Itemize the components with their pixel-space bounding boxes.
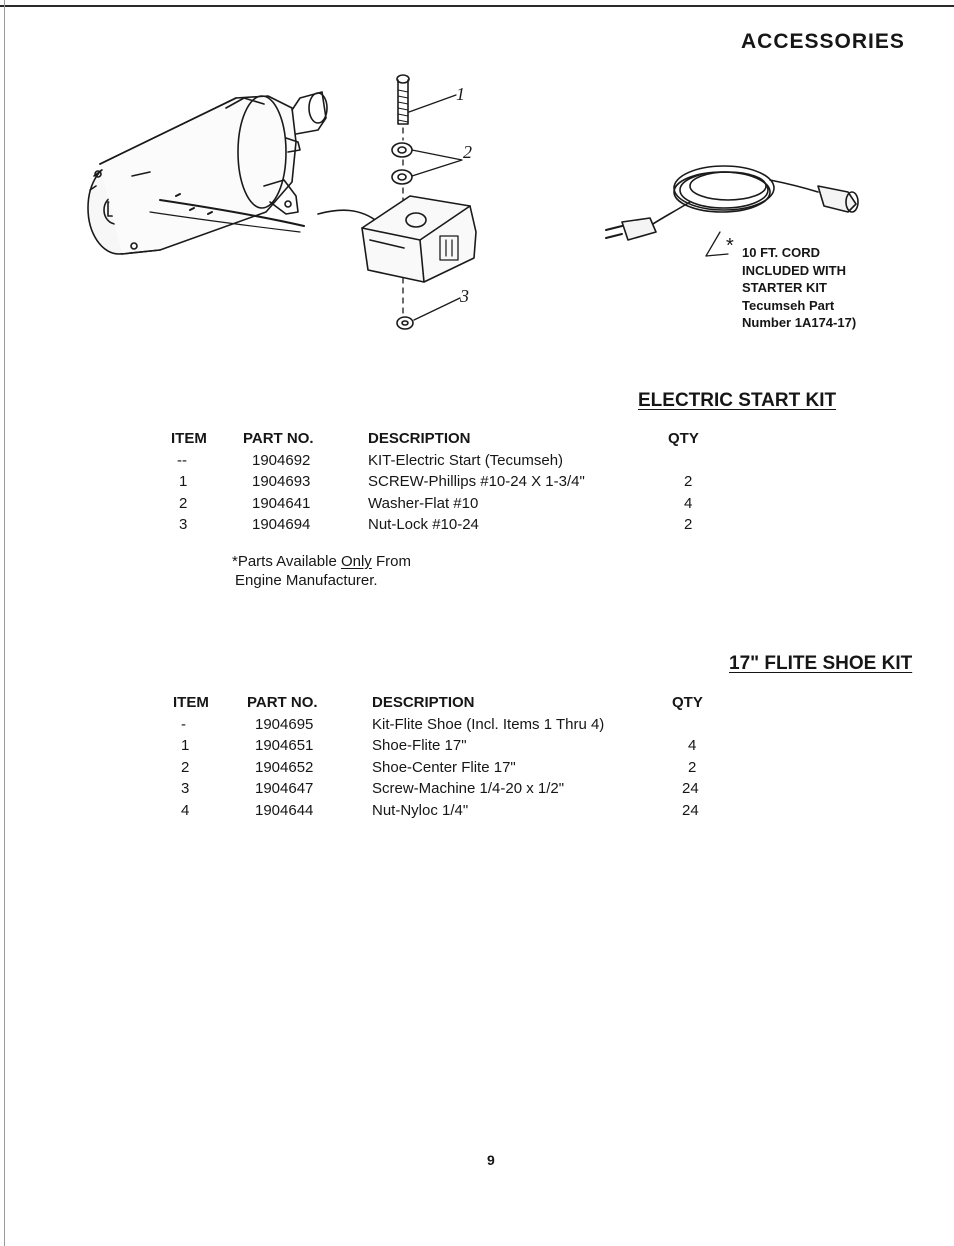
table-row <box>171 450 728 472</box>
description-cell: KIT-Electric Start (Tecumseh) <box>368 451 564 469</box>
item-cell: - <box>181 715 186 733</box>
table-row <box>173 778 732 800</box>
column-header-description: DESCRIPTION <box>372 694 475 712</box>
part-cell: 1904692 <box>252 451 311 469</box>
table-header-row <box>171 428 728 450</box>
description-cell: Kit-Flite Shoe (Incl. Items 1 Thru 4) <box>372 715 605 733</box>
table-row <box>171 471 728 493</box>
cord-asterisk: * <box>726 235 734 257</box>
item-cell: 3 <box>179 516 188 534</box>
part-cell: 1904652 <box>255 758 314 776</box>
qty-cell: 4 <box>688 737 697 755</box>
column-header-qty: QTY <box>668 430 699 448</box>
note-emphasis: Only <box>340 553 372 570</box>
cord-note-line: 10 FT. CORD <box>742 245 821 260</box>
table-row <box>171 493 728 515</box>
parts-availability-note <box>232 552 411 590</box>
qty-cell: 2 <box>684 516 693 534</box>
table-row <box>173 800 732 822</box>
cord-note-line: INCLUDED WITH <box>742 262 846 278</box>
note-text: *Parts Available <box>232 553 341 570</box>
item-cell: 1 <box>181 737 190 755</box>
part-cell: 1904644 <box>255 801 314 819</box>
cord-note-line: Number 1A174-17) <box>742 315 857 330</box>
cord-note <box>742 244 942 332</box>
part-cell: 1904694 <box>252 516 311 534</box>
item-cell: 2 <box>181 758 190 776</box>
cord-note-line: Tecumseh Part <box>742 297 835 313</box>
table-row <box>171 514 728 536</box>
switch-lead <box>318 210 378 222</box>
item-cell: 2 <box>179 494 188 512</box>
qty-cell: 2 <box>684 473 693 491</box>
electric-start-kit-heading: ELECTRIC START KIT <box>638 390 837 411</box>
table-row <box>173 714 732 736</box>
callout-3: 3 <box>460 286 469 306</box>
item-cell: 4 <box>181 801 190 819</box>
flite-shoe-kit-heading: 17" FLITE SHOE KIT <box>729 653 913 674</box>
description-cell: Nut-Lock #10-24 <box>368 516 479 534</box>
description-cell: Nut-Nyloc 1/4" <box>372 801 469 819</box>
description-cell: Washer-Flat #10 <box>368 494 479 512</box>
item-cell: -- <box>177 451 187 469</box>
nut-drawing <box>397 317 413 329</box>
electric-start-kit-table <box>171 428 728 536</box>
callout-2: 2 <box>463 142 472 162</box>
flite-shoe-kit-table <box>173 692 732 821</box>
qty-cell <box>672 714 732 736</box>
part-cell: 1904693 <box>252 473 311 491</box>
table-header-row <box>173 692 732 714</box>
table-row <box>173 757 732 779</box>
item-cell: 3 <box>181 780 190 798</box>
note-text: Engine Manufacturer. <box>235 572 378 589</box>
qty-cell: 2 <box>688 758 697 776</box>
item-cell: 1 <box>179 473 188 491</box>
qty-cell: 24 <box>682 780 699 798</box>
column-header-qty: QTY <box>672 694 703 712</box>
description-cell: SCREW-Phillips #10-24 X 1-3/4" <box>368 473 585 491</box>
cord-note-line: STARTER KIT <box>742 280 827 295</box>
callout-1: 1 <box>456 84 465 104</box>
page-number: 9 <box>487 1152 495 1168</box>
part-cell: 1904651 <box>255 737 314 755</box>
part-cell: 1904641 <box>252 494 311 512</box>
column-header-part: PART NO. <box>247 694 318 712</box>
column-header-item: ITEM <box>171 430 207 448</box>
description-cell: Shoe-Center Flite 17" <box>372 758 516 776</box>
column-header-part: PART NO. <box>243 430 314 448</box>
qty-cell: 4 <box>684 494 693 512</box>
column-header-description: DESCRIPTION <box>368 430 471 448</box>
table-row <box>173 735 732 757</box>
column-header-item: ITEM <box>173 694 209 712</box>
part-cell: 1904647 <box>255 780 314 798</box>
qty-cell: 24 <box>682 801 699 819</box>
starter-motor-drawing <box>88 92 327 254</box>
description-cell: Shoe-Flite 17" <box>372 737 467 755</box>
part-cell: 1904695 <box>255 715 314 733</box>
note-text: From <box>371 553 411 570</box>
description-cell: Screw-Machine 1/4-20 x 1/2" <box>372 780 565 798</box>
screw-drawing <box>397 75 409 124</box>
switch-box-drawing <box>362 196 476 282</box>
qty-cell <box>668 450 728 472</box>
page-title: ACCESSORIES <box>741 30 905 53</box>
washers-drawing <box>392 143 412 184</box>
